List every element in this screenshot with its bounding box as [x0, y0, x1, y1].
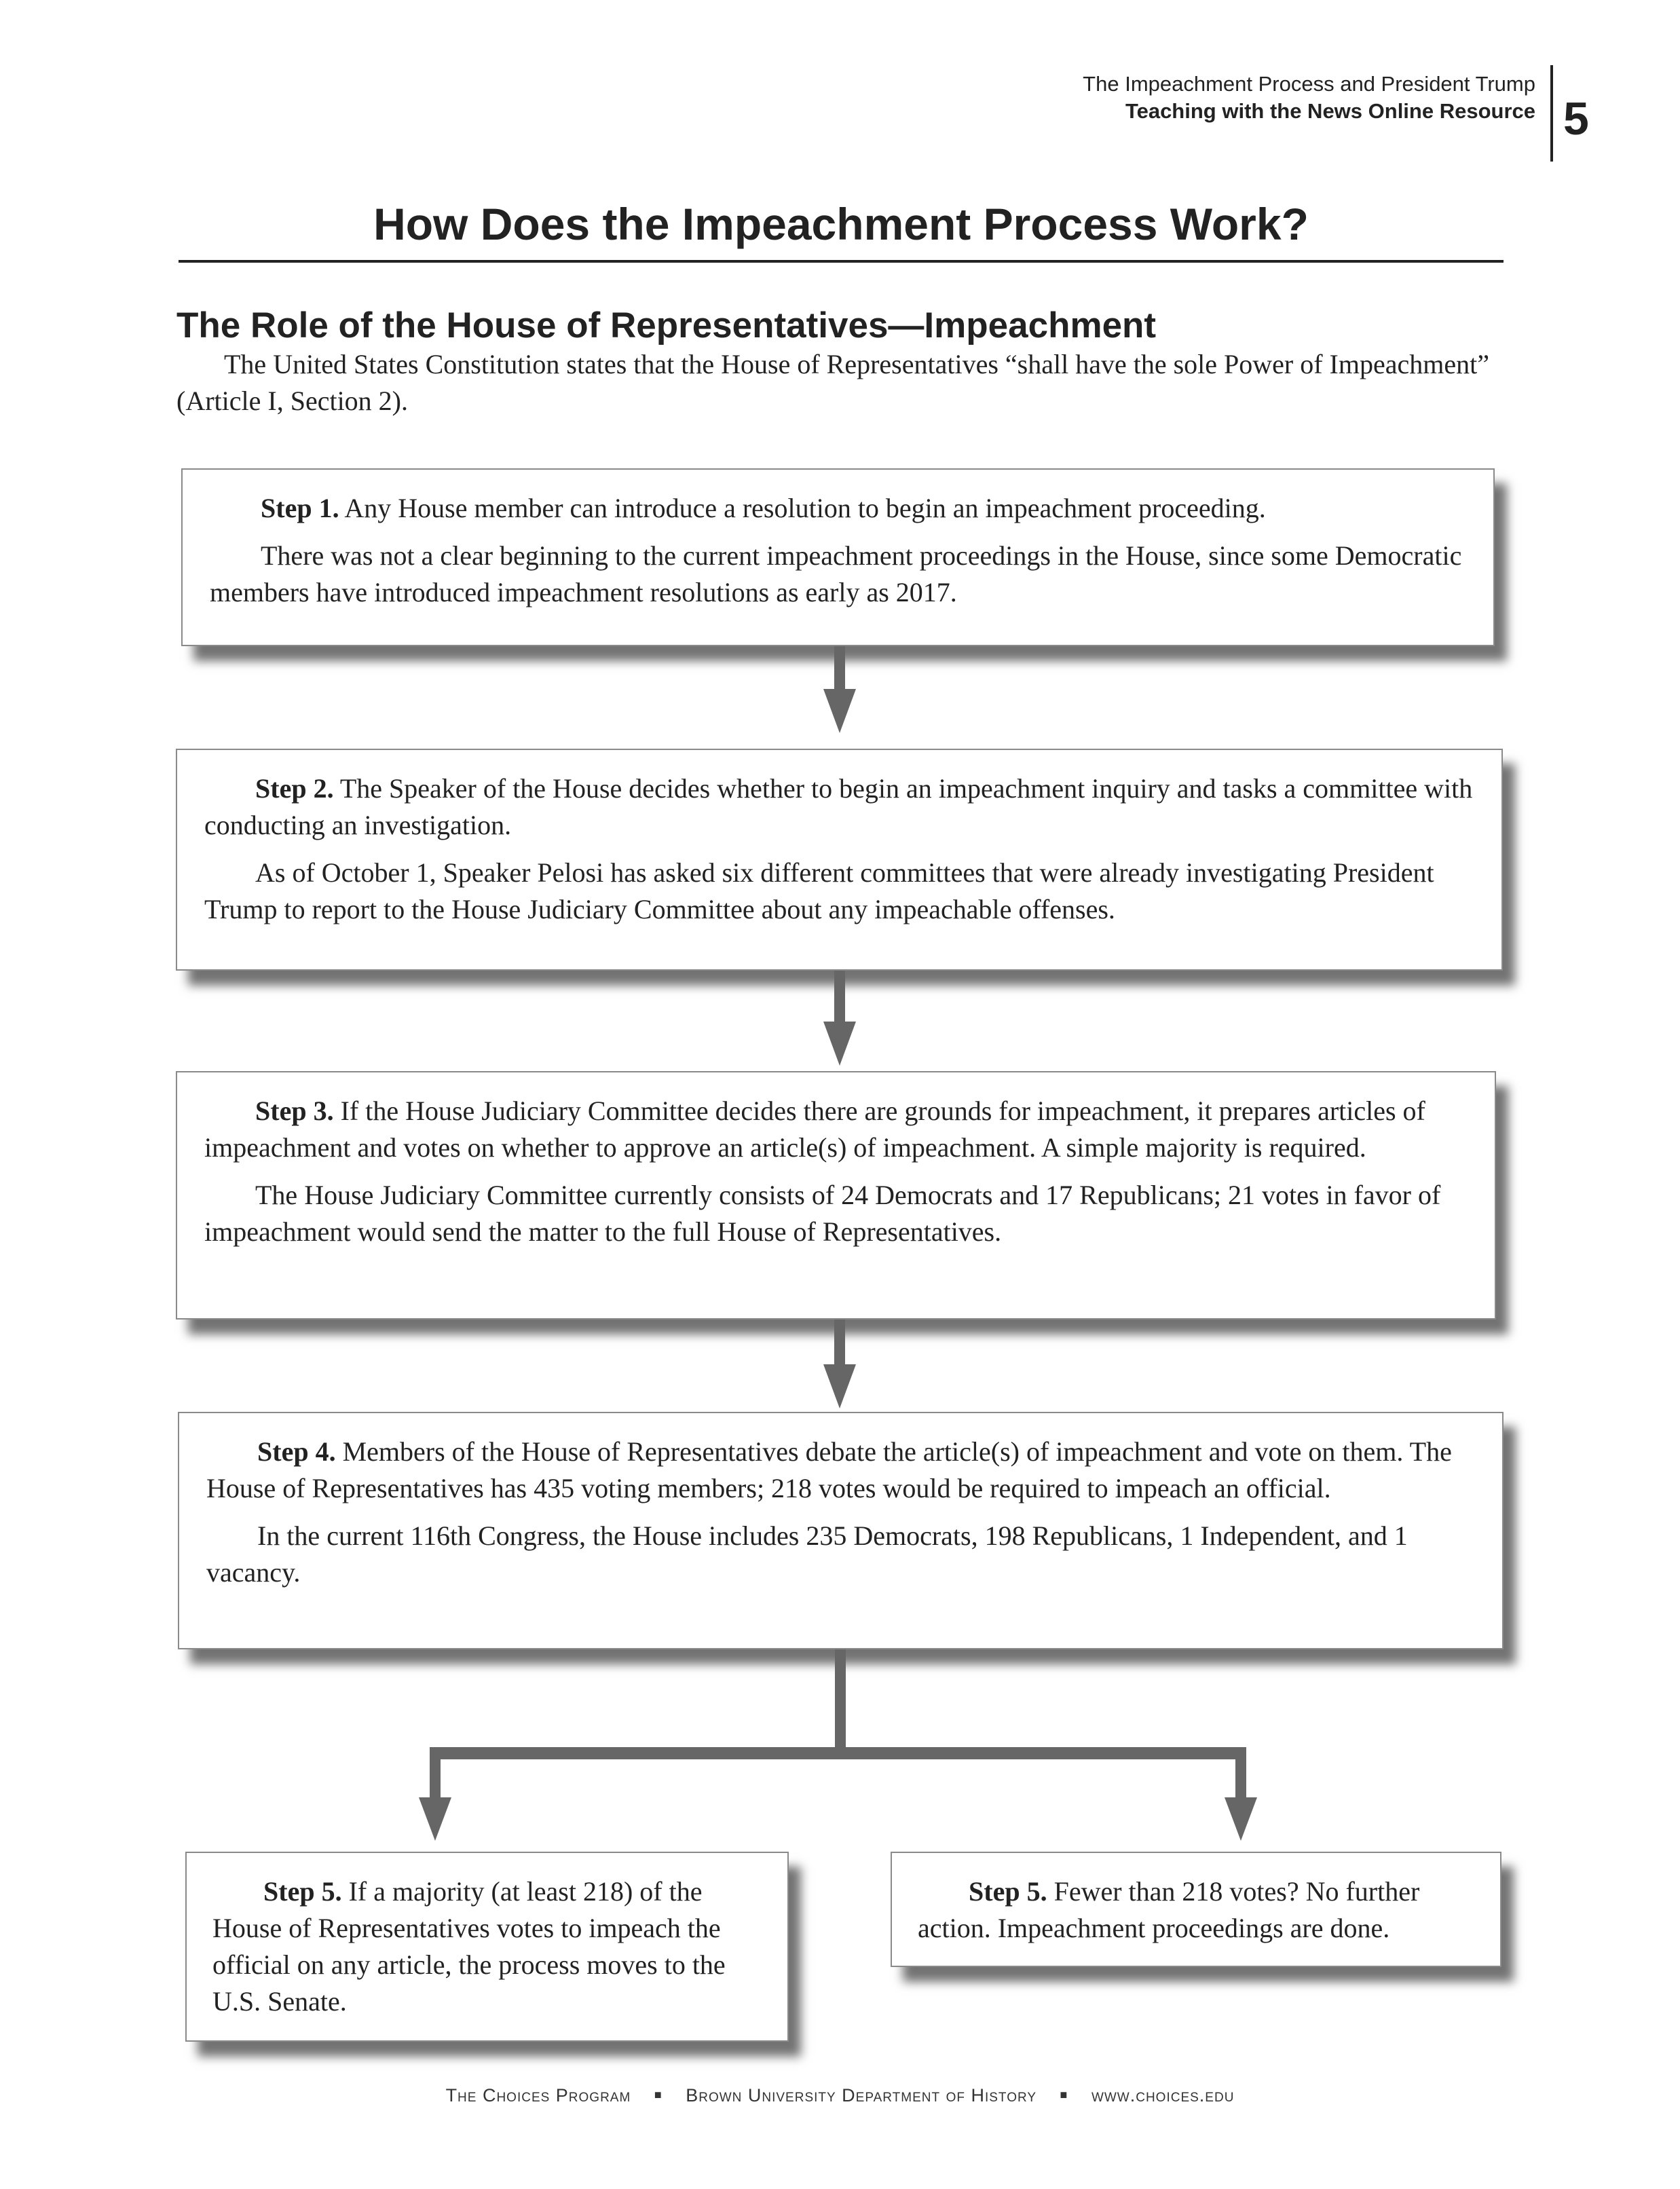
branch-crossbar — [434, 1747, 1244, 1759]
step-3-text: If the House Judiciary Committee decides there are grounds for impeachment, it prepares articles of impeachment and votes on whether to approve an article(s) of impeachment. A simple majority is required. — [204, 1096, 1425, 1163]
footer-separator-icon: ■ — [654, 2088, 662, 2101]
step-5-minority-label: Step 5. — [969, 1876, 1047, 1907]
step-2-text: The Speaker of the House decides whether to begin an impeachment inquiry and tasks a committee with conducting an investigation. — [204, 773, 1473, 840]
section-heading: The Role of the House of Representatives—Impeachment — [176, 305, 1157, 345]
step-1-label: Step 1. — [261, 493, 339, 523]
footer — [0, 2085, 1680, 2106]
step-5-minority-description: Fewer than 218 votes? No further action. Impeachment proceedings are done. — [918, 1876, 1420, 1943]
arrow-1-head — [823, 689, 856, 733]
arrow-2-shaft — [834, 971, 845, 1025]
step-5-majority-label: Step 5. — [263, 1876, 342, 1907]
header-series-title: The Impeachment Process and President Trump — [1083, 72, 1535, 96]
intro-paragraph: The United States Constitution states that the House of Representatives “shall have the sole Power of Impeachment” (Article I, Section 2). — [176, 349, 1489, 416]
branch-right-shaft — [1235, 1747, 1246, 1801]
arrow-3-head — [823, 1364, 856, 1408]
branch-left-shaft — [430, 1747, 441, 1801]
branch-left-head — [419, 1797, 451, 1841]
step-1-text: Any House member can introduce a resolution to begin an impeachment proceeding. — [339, 493, 1266, 523]
arrow-1-shaft — [834, 646, 845, 692]
step-3-note: The House Judiciary Committee currently consists of 24 Democrats and 17 Republicans; 21 votes in favor of impeachment would send the matter to the full House of Representatives. — [204, 1180, 1441, 1247]
step-2-label: Step 2. — [255, 773, 334, 804]
footer-program: The Choices Program — [445, 2085, 631, 2106]
step-1-note: There was not a clear beginning to the current impeachment proceedings in the House, since some Democratic members have introduced impeachment resolutions as early as 2017. — [210, 540, 1462, 607]
footer-department: Brown University Department of History — [686, 2085, 1037, 2106]
header-resource-title: Teaching with the News Online Resource — [1125, 99, 1535, 123]
page-title: How Does the Impeachment Process Work? — [373, 199, 1309, 249]
branch-stem — [835, 1649, 846, 1750]
arrow-3-shaft — [834, 1320, 845, 1368]
footer-separator-icon: ■ — [1060, 2088, 1068, 2101]
page-number: 5 — [1563, 93, 1589, 145]
footer-website[interactable]: www.choices.edu — [1091, 2085, 1235, 2106]
step-4-label: Step 4. — [257, 1436, 336, 1467]
step-2-note: As of October 1, Speaker Pelosi has asked six different committees that were already investigating President Trump to report to the House Judiciary Committee about any impeachable offenses. — [204, 857, 1434, 924]
arrow-2-head — [823, 1022, 856, 1066]
step-5-majority-description: If a majority (at least 218) of the House of Representatives votes to impeach the official on any article, the process moves to the U.S. Senate. — [212, 1876, 726, 2017]
step-4-text: Members of the House of Representatives debate the article(s) of impeachment and vote on them. The House of Representatives has 435 voting members; 218 votes would be required to impeach an official. — [206, 1436, 1452, 1503]
step-3-label: Step 3. — [255, 1096, 334, 1126]
step-4-note: In the current 116th Congress, the House includes 235 Democrats, 198 Republicans, 1 Independent, and 1 vacancy. — [206, 1520, 1408, 1588]
branch-right-head — [1225, 1797, 1257, 1841]
